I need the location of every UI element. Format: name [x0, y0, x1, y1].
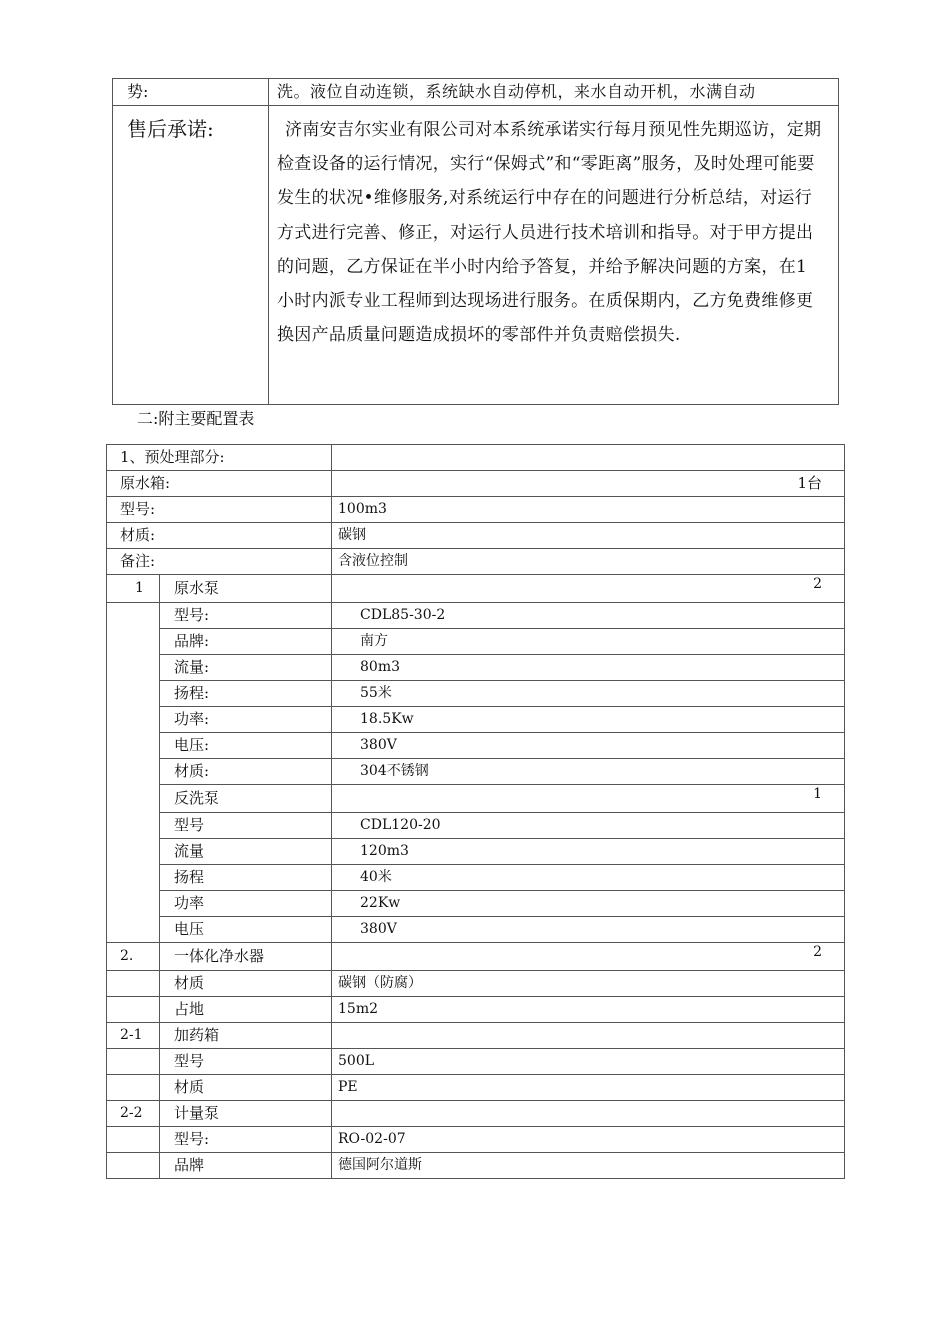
spec-label: 电压	[160, 917, 332, 943]
spec-label: 品牌:	[160, 629, 332, 655]
spec-value: 304不锈钢	[332, 759, 845, 785]
indent-cell	[107, 603, 160, 943]
table-row	[107, 839, 845, 865]
backwash-pump-label: 反洗泵	[160, 785, 332, 813]
spec-value: 500L	[332, 1049, 845, 1075]
table-row	[107, 681, 845, 707]
table-row	[107, 445, 845, 471]
table-row	[107, 865, 845, 891]
spec-value: 德国阿尔道斯	[332, 1153, 845, 1179]
spec-label: 型号:	[160, 1127, 332, 1153]
meter-pump-label: 计量泵	[160, 1101, 332, 1127]
section-title: 二:附主要配置表	[137, 409, 255, 428]
promise-label: 售后承诺:	[113, 106, 269, 405]
table-row	[107, 629, 845, 655]
empty-cell	[332, 1023, 845, 1049]
raw-tank-qty: 1台	[332, 471, 845, 497]
spec-label: 品牌	[160, 1153, 332, 1179]
table-row	[107, 997, 845, 1023]
empty-cell	[332, 445, 845, 471]
purifier-qty: 2	[332, 943, 845, 971]
tank-model-value: 100m3	[332, 497, 845, 523]
spec-value: 40米	[332, 865, 845, 891]
empty-cell	[107, 1049, 160, 1075]
table-row	[107, 1049, 845, 1075]
table-row	[107, 759, 845, 785]
spec-value: 22Kw	[332, 891, 845, 917]
spec-label: 材质	[160, 971, 332, 997]
spec-value: 55米	[332, 681, 845, 707]
table-row	[107, 707, 845, 733]
table-row	[107, 733, 845, 759]
table-row	[107, 1075, 845, 1101]
spec-value: RO-02-07	[332, 1127, 845, 1153]
spec-value: 380V	[332, 733, 845, 759]
tank-material-label: 材质:	[107, 523, 332, 549]
pre-section-label: 1、预处理部分:	[107, 445, 332, 471]
table-row	[107, 813, 845, 839]
empty-cell	[107, 971, 160, 997]
tank-model-label: 型号:	[107, 497, 332, 523]
empty-cell	[332, 1101, 845, 1127]
spec-label: 电压:	[160, 733, 332, 759]
spec-value: 380V	[332, 917, 845, 943]
spec-label: 型号	[160, 1049, 332, 1075]
empty-cell	[107, 997, 160, 1023]
table-row	[107, 1153, 845, 1179]
advantage-row	[113, 79, 839, 106]
spec-label: 材质:	[160, 759, 332, 785]
spec-value: 碳钢（防腐）	[332, 971, 845, 997]
advantage-text: 洗。液位自动连锁，系统缺水自动停机，来水自动开机，水满自动	[269, 79, 839, 106]
table-row	[107, 1023, 845, 1049]
dosing-tank-num: 2-1	[107, 1023, 160, 1049]
spec-value: CDL85-30-2	[332, 603, 845, 629]
table-row	[107, 655, 845, 681]
table-row	[107, 471, 845, 497]
tank-note-label: 备注:	[107, 549, 332, 575]
spec-value: 15m2	[332, 997, 845, 1023]
spec-label: 型号	[160, 813, 332, 839]
spec-label: 流量:	[160, 655, 332, 681]
table-row	[107, 971, 845, 997]
tank-note-value: 含液位控制	[332, 549, 845, 575]
purifier-label: 一体化净水器	[160, 943, 332, 971]
spec-value: CDL120-20	[332, 813, 845, 839]
spec-label: 流量	[160, 839, 332, 865]
table-row	[107, 785, 845, 813]
spec-label: 材质	[160, 1075, 332, 1101]
spec-value: 120m3	[332, 839, 845, 865]
spec-label: 扬程	[160, 865, 332, 891]
table-row	[107, 523, 845, 549]
table-row	[107, 1101, 845, 1127]
table-row	[107, 917, 845, 943]
table-row	[107, 943, 845, 971]
table-row	[107, 549, 845, 575]
table-row	[107, 575, 845, 603]
tank-material-value: 碳钢	[332, 523, 845, 549]
raw-pump-qty: 2	[332, 575, 845, 603]
dosing-tank-label: 加药箱	[160, 1023, 332, 1049]
raw-pump-num: 1	[107, 575, 160, 603]
after-sales-table	[112, 78, 839, 405]
empty-cell	[107, 1127, 160, 1153]
spec-value: 80m3	[332, 655, 845, 681]
spec-label: 型号:	[160, 603, 332, 629]
empty-cell	[107, 1153, 160, 1179]
promise-text: 济南安吉尔实业有限公司对本系统承诺实行每月预见性先期巡访，定期检查设备的运行情况，实行“保姆式”和“零距离”服务，及时处理可能要发生的状况•维修服务,对系统运行中存在的问题进行分析总结，对运行方式进行完善、修正，对运行人员进行技术培训和指导。对于甲方提出的问题，乙方保证在半小时内给予答复，并给予解决问题的方案，在1小时内派专业工程师到达现场进行服务。在质保期内，乙方免费维修更换因产品质量问题造成损坏的零部件并负责赔偿损失.	[269, 106, 839, 405]
spec-value: PE	[332, 1075, 845, 1101]
config-table	[106, 444, 845, 1179]
spec-value: 南方	[332, 629, 845, 655]
promise-row	[113, 106, 839, 405]
table-row	[107, 1127, 845, 1153]
table-row	[107, 603, 845, 629]
raw-pump-label: 原水泵	[160, 575, 332, 603]
table-row	[107, 891, 845, 917]
spec-label: 扬程:	[160, 681, 332, 707]
empty-cell	[107, 1075, 160, 1101]
spec-value: 18.5Kw	[332, 707, 845, 733]
meter-pump-num: 2-2	[107, 1101, 160, 1127]
raw-tank-label: 原水箱:	[107, 471, 332, 497]
advantage-label: 势:	[113, 79, 269, 106]
table-row	[107, 497, 845, 523]
backwash-pump-qty: 1	[332, 785, 845, 813]
spec-label: 功率:	[160, 707, 332, 733]
spec-label: 功率	[160, 891, 332, 917]
spec-label: 占地	[160, 997, 332, 1023]
purifier-num: 2.	[107, 943, 160, 971]
